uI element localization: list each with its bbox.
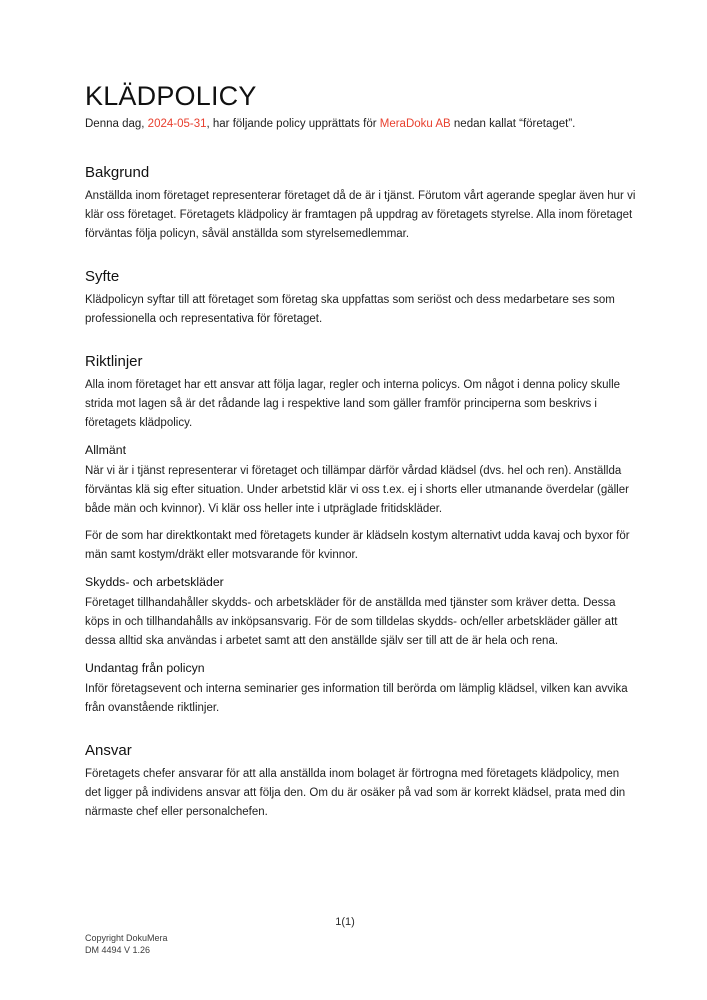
section-paragraph: Anställda inom företaget representerar företaget då de är i tjänst. Förutom vårt agerande speglar även hur vi klär oss företaget. Företagets klädpolicy är framtagen på uppdrag av företagets styrelse. Alla inom företaget förväntas följa policyn, såväl anställda som styrelsemedlemmar. bbox=[85, 190, 636, 240]
footer-copyright bbox=[85, 933, 168, 956]
section-paragraph: Inför företagsevent och interna seminarier ges information till berörda om lämplig klädsel, vilken kan avvika från ovanstående riktlinjer. bbox=[85, 683, 628, 714]
section-paragraph: Företaget tillhandahåller skydds- och arbetskläder för de anställda med tjänster som kräver detta. Dessa köps in och tillhandahålls av inköpsansvarig. För de som tilldelas skydds- och/eller arbetskläder gäller att dessa alltid ska användas i arbetet samt att den anställde själv ser till att de är hela och rena. bbox=[85, 597, 618, 647]
section-paragraph: När vi är i tjänst representerar vi företaget och tillämpar därför vårdad klädsel (dvs. hel och ren). Anställda förväntas klä sig efter situation. Under arbetstid klär vi oss t.ex. ej i shorts eller utmanande överdelar (gäller både män och kvinnor). Vi klär oss heller inte i utpräglade fritidskläder. bbox=[85, 465, 629, 515]
section-syfte bbox=[85, 266, 637, 329]
section-riktlinjer bbox=[85, 351, 637, 433]
section-paragraph: Klädpolicyn syftar till att företaget som företag ska uppfattas som seriöst och dess medarbetare ses som professionella och representativa för företaget. bbox=[85, 294, 615, 325]
policy-date: 2024-05-31 bbox=[147, 118, 207, 130]
section-paragraph: Alla inom företaget har ett ansvar att följa lagar, regler och interna policys. Om något i denna policy skulle strida mot lagen så är det rådande lag i respektive land som gäller framför principerna som beskrivs i företagets klädpolicy. bbox=[85, 379, 621, 429]
subsection-allmant bbox=[85, 441, 637, 565]
footer-copyright-line2: DM 4494 V 1.26 bbox=[85, 944, 151, 955]
section-paragraph: För de som har direktkontakt med företagets kunder är klädseln kostym alternativt udda kavaj och byxor för män samt kostym/dräkt eller motsvarande för kvinnor. bbox=[85, 530, 630, 561]
section-heading-bakgrund: Bakgrund bbox=[85, 164, 150, 181]
footer-page-number: 1(1) bbox=[335, 916, 355, 928]
section-heading-ansvar: Ansvar bbox=[85, 742, 132, 759]
subsection-skydds-och-arbetsklader bbox=[85, 573, 637, 651]
section-heading-riktlinjer: Riktlinjer bbox=[85, 353, 143, 370]
company-name: MeraDoku AB bbox=[379, 118, 451, 130]
subsection-undantag-fran-policyn bbox=[85, 659, 637, 718]
intro-paragraph bbox=[85, 115, 637, 134]
section-paragraph: Företagets chefer ansvarar för att alla anställda inom bolaget är förtrogna med företagets klädpolicy, men det ligger på individens ansvar att följa den. Om du är osäker på vad som är korrekt klädsel, prata med din närmaste chef eller personalchefen. bbox=[85, 768, 626, 818]
intro-suffix: nedan kallat “företaget”. bbox=[450, 118, 576, 130]
intro-middle: , har följande policy upprättats för bbox=[206, 118, 380, 130]
document-title: KLÄDPOLICY bbox=[85, 81, 257, 111]
footer-copyright-line1: Copyright DokuMera bbox=[85, 933, 168, 943]
subsection-heading-undantag: Undantag från policyn bbox=[85, 661, 205, 675]
intro-prefix: Denna dag, bbox=[85, 118, 148, 130]
subsection-heading-allmant: Allmänt bbox=[85, 443, 127, 457]
subsection-heading-skydds: Skydds- och arbetskläder bbox=[85, 575, 224, 589]
section-bakgrund bbox=[85, 162, 637, 244]
section-ansvar bbox=[85, 740, 637, 822]
document-content bbox=[85, 0, 637, 822]
section-heading-syfte: Syfte bbox=[85, 268, 120, 285]
